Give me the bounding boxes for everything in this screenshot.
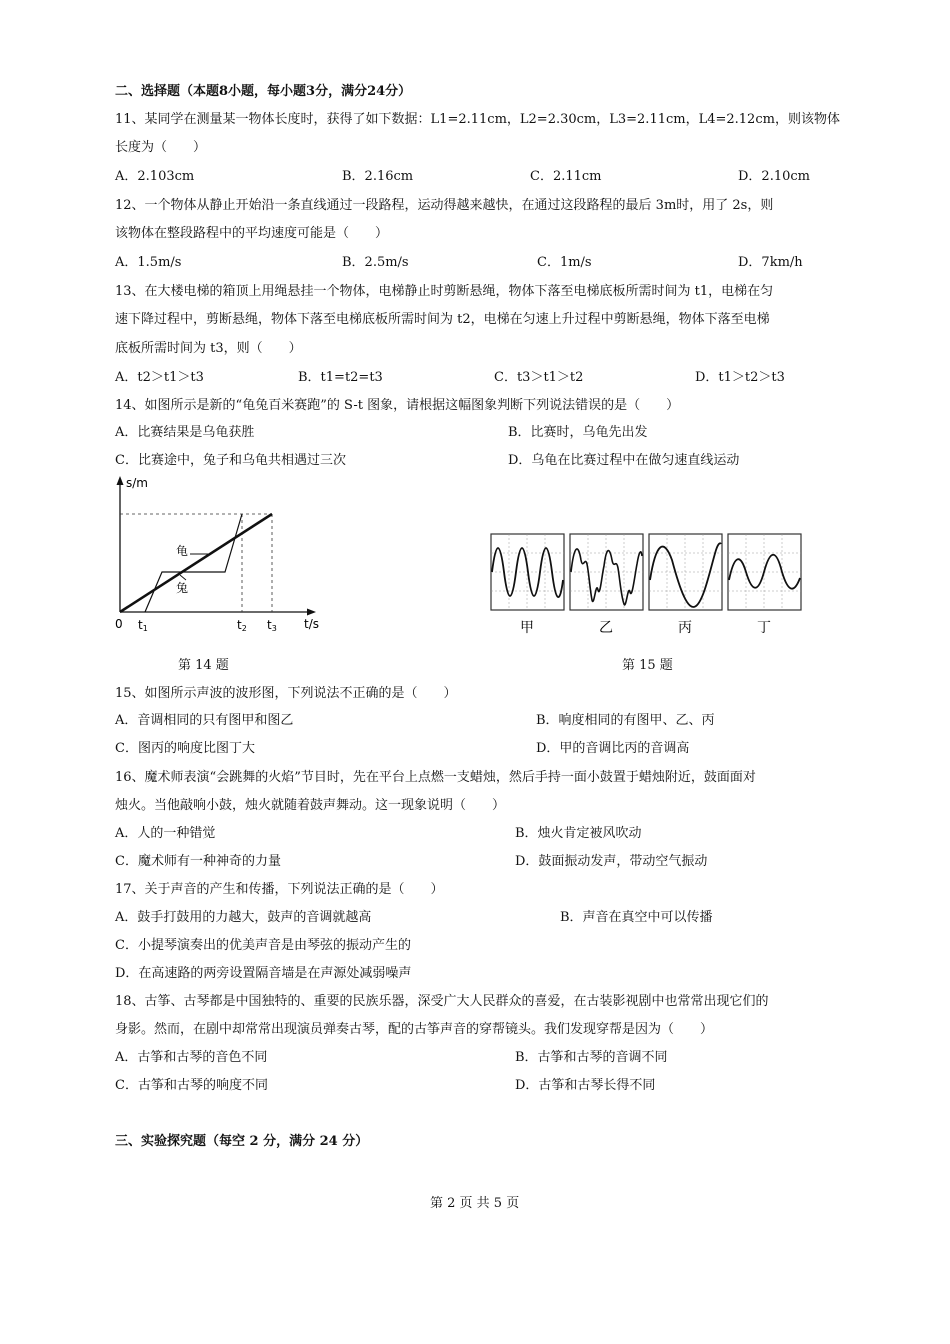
fig14-rabbit-label: 兔 [176,581,189,595]
q18-option-b: B．古筝和古琴的音调不同 [515,1050,668,1065]
fig15-jia-wave [492,548,563,597]
q16-line1: 16、魔术师表演“会跳舞的火焰”节目时，先在平台上点燃一支蜡烛，然后手持一面小鼓置于蜡烛附近，鼓面面对 [115,770,756,785]
fig14-x-label: t/s [304,617,319,631]
q13-option-c: C．t3＞t1＞t2 [494,370,584,385]
fig14-t1-label [138,618,148,633]
q18-option-d: D．古筝和古琴长得不同 [515,1078,656,1093]
q14-option-c: C．比赛途中，兔子和乌龟共相遇过三次 [115,453,346,468]
q16-line2: 烛火。当他敲响小鼓，烛火就随着鼓声舞动。这一现象说明（ ） [115,798,506,813]
fig15-ding-wave [729,555,800,589]
q12-line1: 12、一个物体从静止开始沿一条直线通过一段路程，运动得越来越快，在通过这段路程的最后 3m时，用了 2s，则 [115,198,774,213]
fig15-label-ding: 丁 [757,620,771,636]
q16-option-b: B．烛火肯定被风吹动 [515,826,642,841]
q16-option-d: D．鼓面振动发声，带动空气振动 [515,854,708,869]
q14-option-b: B．比赛时，乌龟先出发 [508,425,648,440]
fig14-t2-t: t [237,618,242,632]
fig15-label-jia: 甲 [520,620,534,636]
q14-option-a: A．比赛结果是乌龟获胜 [115,425,255,440]
q17-option-a: A．鼓手打鼓用的力越大，鼓声的音调就越高 [115,910,372,925]
q11-option-d: D．2.10cm [738,169,810,184]
q15-option-a: A．音调相同的只有图甲和图乙 [115,713,294,728]
fig15-caption: 第 15 题 [622,658,673,673]
fig14-origin-label: 0 [115,617,123,631]
q13-line3: 底板所需时间为 t3，则（ ） [115,341,302,356]
fig15-box-yi [570,534,643,610]
q11-option-b: B．2.16cm [342,169,414,184]
q17-line1: 17、关于声音的产生和传播，下列说法正确的是（ ） [115,882,444,897]
section-2-title: 二、选择题（本题8小题，每小题3分，满分24分） [115,84,412,99]
q14-option-d: D．乌龟在比赛过程中在做匀速直线运动 [508,453,740,468]
q15-option-b: B．响度相同的有图甲、乙、丙 [536,713,715,728]
q12-option-a: A．1.5m/s [115,255,182,270]
fig14-t2-sub: 2 [241,624,247,633]
q17-option-b: B．声音在真空中可以传播 [560,910,713,925]
q15-line1: 15、如图所示声波的波形图，下列说法不正确的是（ ） [115,686,457,701]
fig15-box-bing [649,534,722,610]
q13-line1: 13、在大楼电梯的箱顶上用绳悬挂一个物体，电梯静止时剪断悬绳，物体下落至电梯底板所需时间为 t1，电梯在匀 [115,284,774,299]
q17-option-c: C．小提琴演奏出的优美声音是由琴弦的振动产生的 [115,938,411,953]
q17-option-d: D．在高速路的两旁设置隔音墙是在声源处减弱噪声 [115,966,412,981]
fig14-t3-t: t [267,618,272,632]
q13-line2: 速下降过程中，剪断悬绳，物体下落至电梯底板所需时间为 t2，电梯在匀速上升过程中剪断悬绳，物体下落至电梯 [115,312,770,327]
q14-line1: 14、如图所示是新的“龟兔百米赛跑”的 S-t 图象，请根据这幅图象判断下列说法错误的是（ ） [115,398,680,413]
page-footer: 第 2 页 共 5 页 [430,1196,520,1211]
fig15-box-ding [728,534,801,610]
q11-option-a: A．2.103cm [115,169,195,184]
fig14-st-graph [100,472,340,640]
fig15-yi-wave [571,549,642,605]
fig14-t3-sub: 3 [271,624,277,633]
fig14-x-arrow [307,609,316,616]
section-3-title: 三、实验探究题（每空 2 分，满分 24 分） [115,1134,369,1149]
fig14-caption: 第 14 题 [178,658,229,673]
q18-option-c: C．古筝和古琴的响度不同 [115,1078,268,1093]
fig14-t3-label [267,618,277,633]
q18-line2: 身影。然而，在剧中却常常出现演员弹奏古琴，配的古筝声音的穿帮镜头。我们发现穿帮是因为（ ） [115,1022,714,1037]
fig14-t1-t: t [138,618,143,632]
fig14-rabbit-leader [180,575,186,580]
q12-option-c: C．1m/s [537,255,592,270]
q15-option-d: D．甲的音调比丙的音调高 [536,741,690,756]
fig14-t2-label [237,618,247,633]
fig14-rabbit-line [145,514,242,612]
q13-option-d: D．t1＞t2＞t3 [695,370,785,385]
q18-option-a: A．古筝和古琴的音色不同 [115,1050,268,1065]
fig14-y-arrow [117,476,124,485]
q11-line2: 长度为（ ） [115,140,207,155]
q13-option-a: A．t2＞t1＞t3 [115,370,204,385]
fig14-y-label: s/m [126,476,148,490]
q11-option-c: C．2.11cm [530,169,602,184]
fig15-label-bing: 丙 [678,620,692,636]
fig15-box-jia [491,534,564,610]
fig14-turtle-line [120,514,272,612]
q12-option-b: B．2.5m/s [342,255,409,270]
fig15-waveforms [488,530,804,638]
q15-option-c: C．图丙的响度比图丁大 [115,741,255,756]
fig14-t1-sub: 1 [142,624,148,633]
q12-option-d: D．7km/h [738,255,803,270]
q13-option-b: B．t1=t2=t3 [298,370,383,385]
fig14-turtle-label: 龟 [176,544,189,558]
fig15-label-yi: 乙 [599,620,613,636]
q16-option-a: A．人的一种错觉 [115,826,216,841]
q16-option-c: C．魔术师有一种神奇的力量 [115,854,281,869]
q18-line1: 18、古筝、古琴都是中国独特的、重要的民族乐器，深受广大人民群众的喜爱，在古装影视剧中也常常出现它们的 [115,994,769,1009]
q12-line2: 该物体在整段路程中的平均速度可能是（ ） [115,226,389,241]
q11-line1: 11、某同学在测量某一物体长度时，获得了如下数据：L1=2.11cm，L2=2.30cm，L3=2.11cm，L4=2.12cm，则该物体 [115,112,840,127]
